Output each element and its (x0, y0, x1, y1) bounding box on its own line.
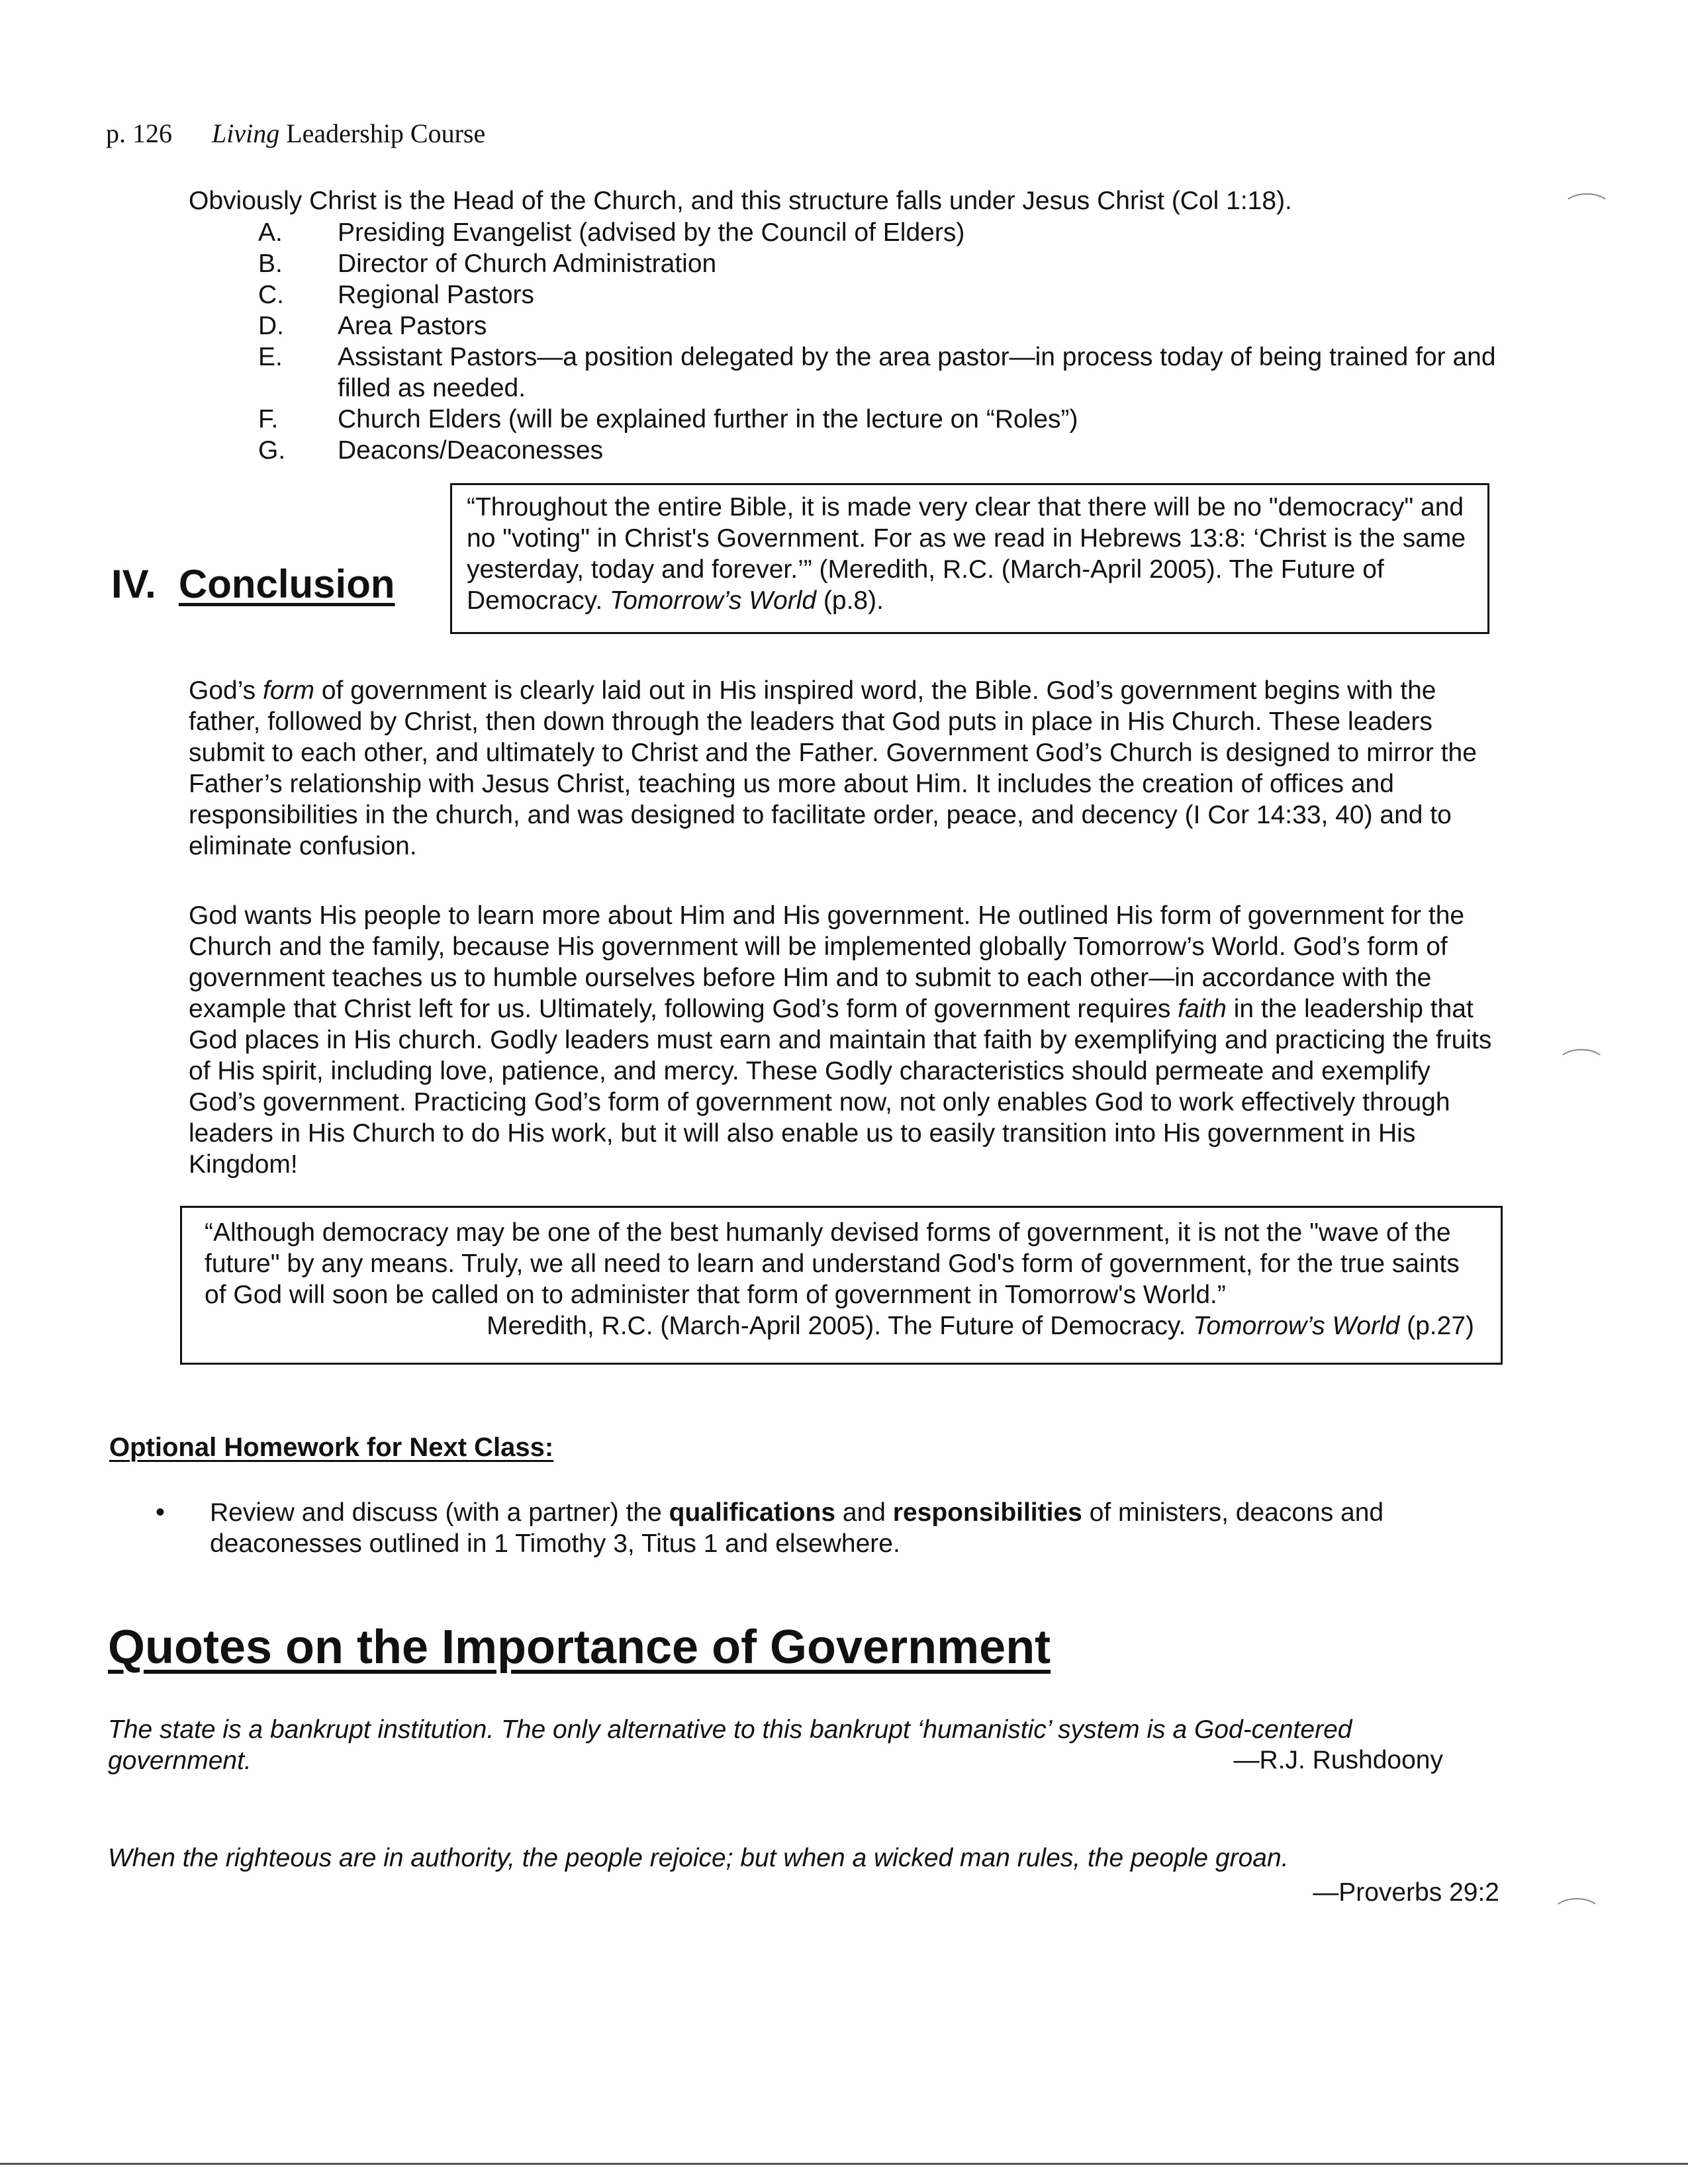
homework-text (210, 1497, 1493, 1559)
outline-text: Assistant Pastors—a position delegated by the area pastor—in process today of being trained for and filled as needed. (338, 343, 1496, 402)
boxed-quote-democracy (450, 483, 1489, 634)
section-numeral: IV. (111, 562, 156, 606)
outline-letter: C. (258, 281, 284, 309)
outline-text: Deacons/Deaconesses (338, 436, 604, 465)
quote-source-italic: Tomorrow’s World (610, 586, 817, 615)
outline-item-e (258, 341, 1516, 404)
page-bottom-rule (0, 2163, 1688, 2165)
para-text: of government is clearly laid out in His inspired word, the Bible. God’s government begins with the father, followed by Christ, then down through the leaders that God puts in place in His Church. These leaders submit to each other, and ultimately to Christ and the Father. Government God’s Church is designed to mirror the Father’s relationship with Jesus Christ, teaching us more about Him. It includes the creation of offices and responsibilities in the church, and was designed to facilitate order, peace, and decency (I Cor 14:33, 40) and to eliminate confusion. (189, 676, 1477, 860)
outline-letter: F. (258, 405, 279, 433)
binder-hole-mark (1562, 193, 1611, 222)
para-text: in the leadership that God places in His church. Godly leaders must earn and maintain that faith by exemplifying and practicing the fruits of His spirit, including love, patience, and mercy. These Godly characteristics should permeate and exemplify God’s government. Practicing God’s form of government now, not only enables God to work effectively through leaders in His Church to do His work, but it will also enable us to easily transition into His government in His Kingdom! (189, 995, 1492, 1179)
binder-hole-mark (1557, 1049, 1606, 1078)
quote-text: “Throughout the entire Bible, it is made very clear that there will be no "democracy" and no "voting" in Christ's Government. For as we read in Hebrews 13:8: ‘Christ is the same yesterday, today and forever.’” (Meredith, R.C. (March-April 2005). The Future of Democracy. (467, 493, 1466, 615)
quote-attribution-proverbs: —Proverbs 29:2 (1313, 1878, 1499, 1907)
outline-text: Presiding Evangelist (advised by the Council of Elders) (338, 218, 965, 247)
quotes-heading: Quotes on the Importance of Government (108, 1621, 1051, 1674)
homework-bold: qualifications (669, 1498, 836, 1527)
binder-hole-mark (1552, 1898, 1601, 1927)
hierarchy-outline (258, 217, 1516, 466)
outline-text: Area Pastors (338, 312, 487, 340)
course-title-rest: Leadership Course (279, 118, 486, 148)
quote-text: “Although democracy may be one of the best humanly devised forms of government, it is not the "wave of the future" by any means. Truly, we all need to learn and understand God's form of government, for the true saints of God will soon be called on to administer that form of government in Tomorrow's World.” (205, 1218, 1460, 1309)
outline-item-c (258, 279, 1516, 310)
homework-text-part: and (835, 1498, 893, 1527)
outline-item-d (258, 310, 1516, 341)
outline-text: Church Elders (will be explained further in the lecture on “Roles”) (338, 405, 1078, 433)
quote-rushdoony: The state is a bankrupt institution. The only alternative to this bankrupt ‘humanistic’ system is a God-centered government. (108, 1715, 1352, 1775)
outline-item-f (258, 404, 1516, 435)
boxed-quote-future (180, 1206, 1503, 1365)
para-italic: faith (1178, 995, 1227, 1023)
para-text: God wants His people to learn more about Him and His government. He outlined His form of government for the Church and the family, because His government will be implemented globally Tomorrow’s World. God’s form of government teaches us to humble ourselves before Him and to submit to each other—in accordance with the example that Christ left for us. Ultimately, following God’s form of government requires (189, 901, 1465, 1023)
section-title: Conclusion (178, 562, 395, 606)
outline-letter: G. (258, 436, 286, 465)
outline-letter: B. (258, 250, 283, 278)
conclusion-paragraph-2 (189, 900, 1499, 1180)
homework-text-part: of ministers, deacons and deaconesses outlined in 1 Timothy 3, Titus 1 and elsewhere. (210, 1498, 1384, 1558)
homework-heading: Optional Homework for Next Class: (109, 1433, 554, 1462)
citation-text: Meredith, R.C. (March-April 2005). The Future of Democracy. (487, 1312, 1194, 1340)
homework-bold: responsibilities (892, 1498, 1082, 1527)
outline-text: Regional Pastors (338, 281, 534, 309)
page-header (106, 118, 485, 149)
outline-letter: A. (258, 218, 283, 247)
page-number: p. 126 (106, 118, 172, 148)
para-text: God’s (189, 676, 263, 705)
outline-letter: D. (258, 312, 284, 340)
bullet-icon: • (156, 1498, 165, 1527)
conclusion-paragraph-1 (189, 675, 1499, 862)
outline-item-g (258, 435, 1516, 466)
citation-tail: (p.27) (1399, 1312, 1474, 1340)
course-title-italic: Living (212, 118, 280, 148)
citation-italic: Tomorrow’s World (1193, 1312, 1400, 1340)
para-italic: form (263, 676, 315, 705)
homework-bullet-item (156, 1497, 1493, 1559)
quote-citation (205, 1310, 1478, 1342)
section-heading-conclusion (111, 561, 395, 607)
quote-proverbs: When the righteous are in authority, the people rejoice; but when a wicked man rules, the people groan. (108, 1844, 1289, 1872)
homework-text-part: Review and discuss (with a partner) the (210, 1498, 669, 1527)
outline-letter: E. (258, 343, 283, 371)
outline-text: Director of Church Administration (338, 250, 717, 278)
outline-item-b (258, 248, 1516, 279)
quote-source-tail: (p.8). (816, 586, 884, 615)
quote-attribution-rushdoony: —R.J. Rushdoony (1233, 1746, 1443, 1774)
intro-text: Obviously Christ is the Head of the Church, and this structure falls under Jesus Christ (Col 1:18). (189, 187, 1292, 215)
outline-item-a (258, 217, 1516, 248)
